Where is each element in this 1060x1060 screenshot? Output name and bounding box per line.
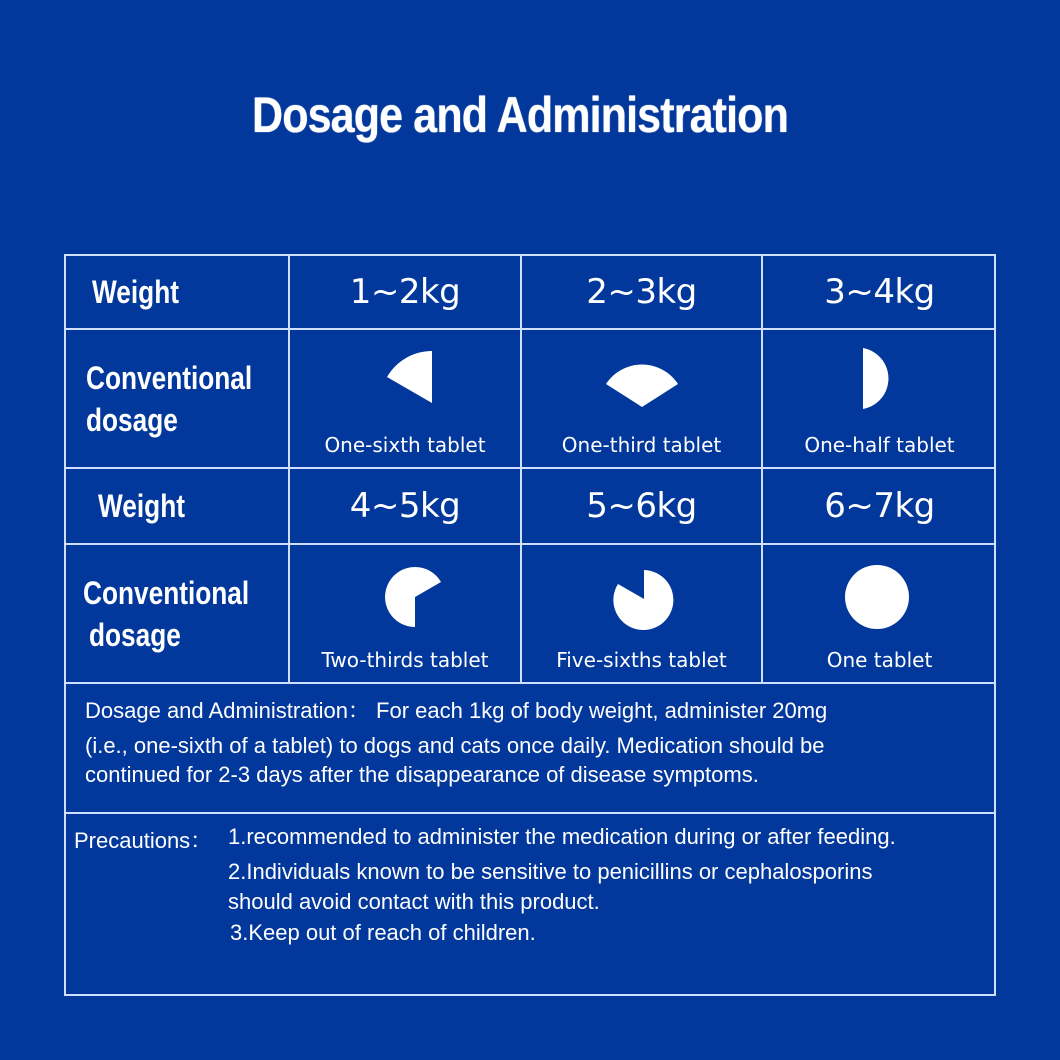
page-title: Dosage and Administration: [252, 87, 788, 143]
row-label-text: dosage: [89, 616, 181, 653]
row-label-text: Conventional: [83, 574, 250, 611]
administration-text-line: continued for 2-3 days after the disappearance of disease symptoms.: [85, 762, 759, 787]
dose-caption: One tablet: [826, 648, 933, 672]
dose-caption: One-half tablet: [804, 433, 955, 457]
weight-cell: 1~2kg: [349, 272, 461, 312]
weight-cell: 5~6kg: [586, 486, 697, 526]
row-label-text: Conventional: [86, 359, 253, 396]
dose-cell: [290, 545, 520, 682]
five-sixths-tablet-icon: [522, 545, 761, 645]
dose-cell: [763, 545, 996, 682]
dose-caption: Five-sixths tablet: [556, 648, 727, 672]
two-thirds-tablet-icon: [290, 545, 520, 645]
weight-cell: 3~4kg: [824, 272, 935, 312]
one-tablet-icon: [763, 545, 996, 645]
dose-caption: Two-thirds tablet: [321, 648, 489, 672]
row-label-conventional-dosage: [66, 545, 288, 682]
one-half-tablet-icon: [763, 330, 996, 430]
one-third-tablet-icon: [522, 330, 761, 430]
row-label-text: Weight: [92, 274, 179, 310]
weight-cell: 4~5kg: [349, 486, 461, 526]
precaution-item: 2.Individuals known to be sensitive to penicillins or cephalosporins: [228, 859, 873, 884]
dose-cell: [522, 330, 761, 467]
row-label-text: Weight: [98, 488, 185, 524]
dose-caption: One-sixth tablet: [324, 433, 486, 457]
weight-cell: 6~7kg: [824, 486, 935, 526]
precaution-item: 1.recommended to administer the medication during or after feeding.: [228, 824, 896, 849]
table-divider: [64, 812, 996, 814]
dose-cell: [290, 330, 520, 467]
administration-text-line: (i.e., one-sixth of a tablet) to dogs and cats once daily. Medication should be: [85, 733, 825, 758]
weight-cell: 2~3kg: [586, 272, 697, 312]
row-label-conventional-dosage: [66, 330, 288, 467]
row-label-text: dosage: [86, 401, 178, 438]
dose-cell: [763, 330, 996, 467]
dose-cell: [522, 545, 761, 682]
precautions-label: Precautions：: [74, 828, 213, 853]
administration-text-line: Dosage and Administration： For each 1kg of body weight, administer 20mg: [85, 698, 828, 723]
table-divider: [64, 682, 996, 684]
dose-caption: One-third tablet: [561, 433, 722, 457]
precaution-item: 3.Keep out of reach of children.: [230, 920, 536, 945]
row-label-weight: [66, 256, 288, 328]
precaution-item: should avoid contact with this product.: [228, 889, 600, 914]
one-sixth-tablet-icon: [290, 330, 520, 430]
row-label-weight: [66, 469, 288, 543]
